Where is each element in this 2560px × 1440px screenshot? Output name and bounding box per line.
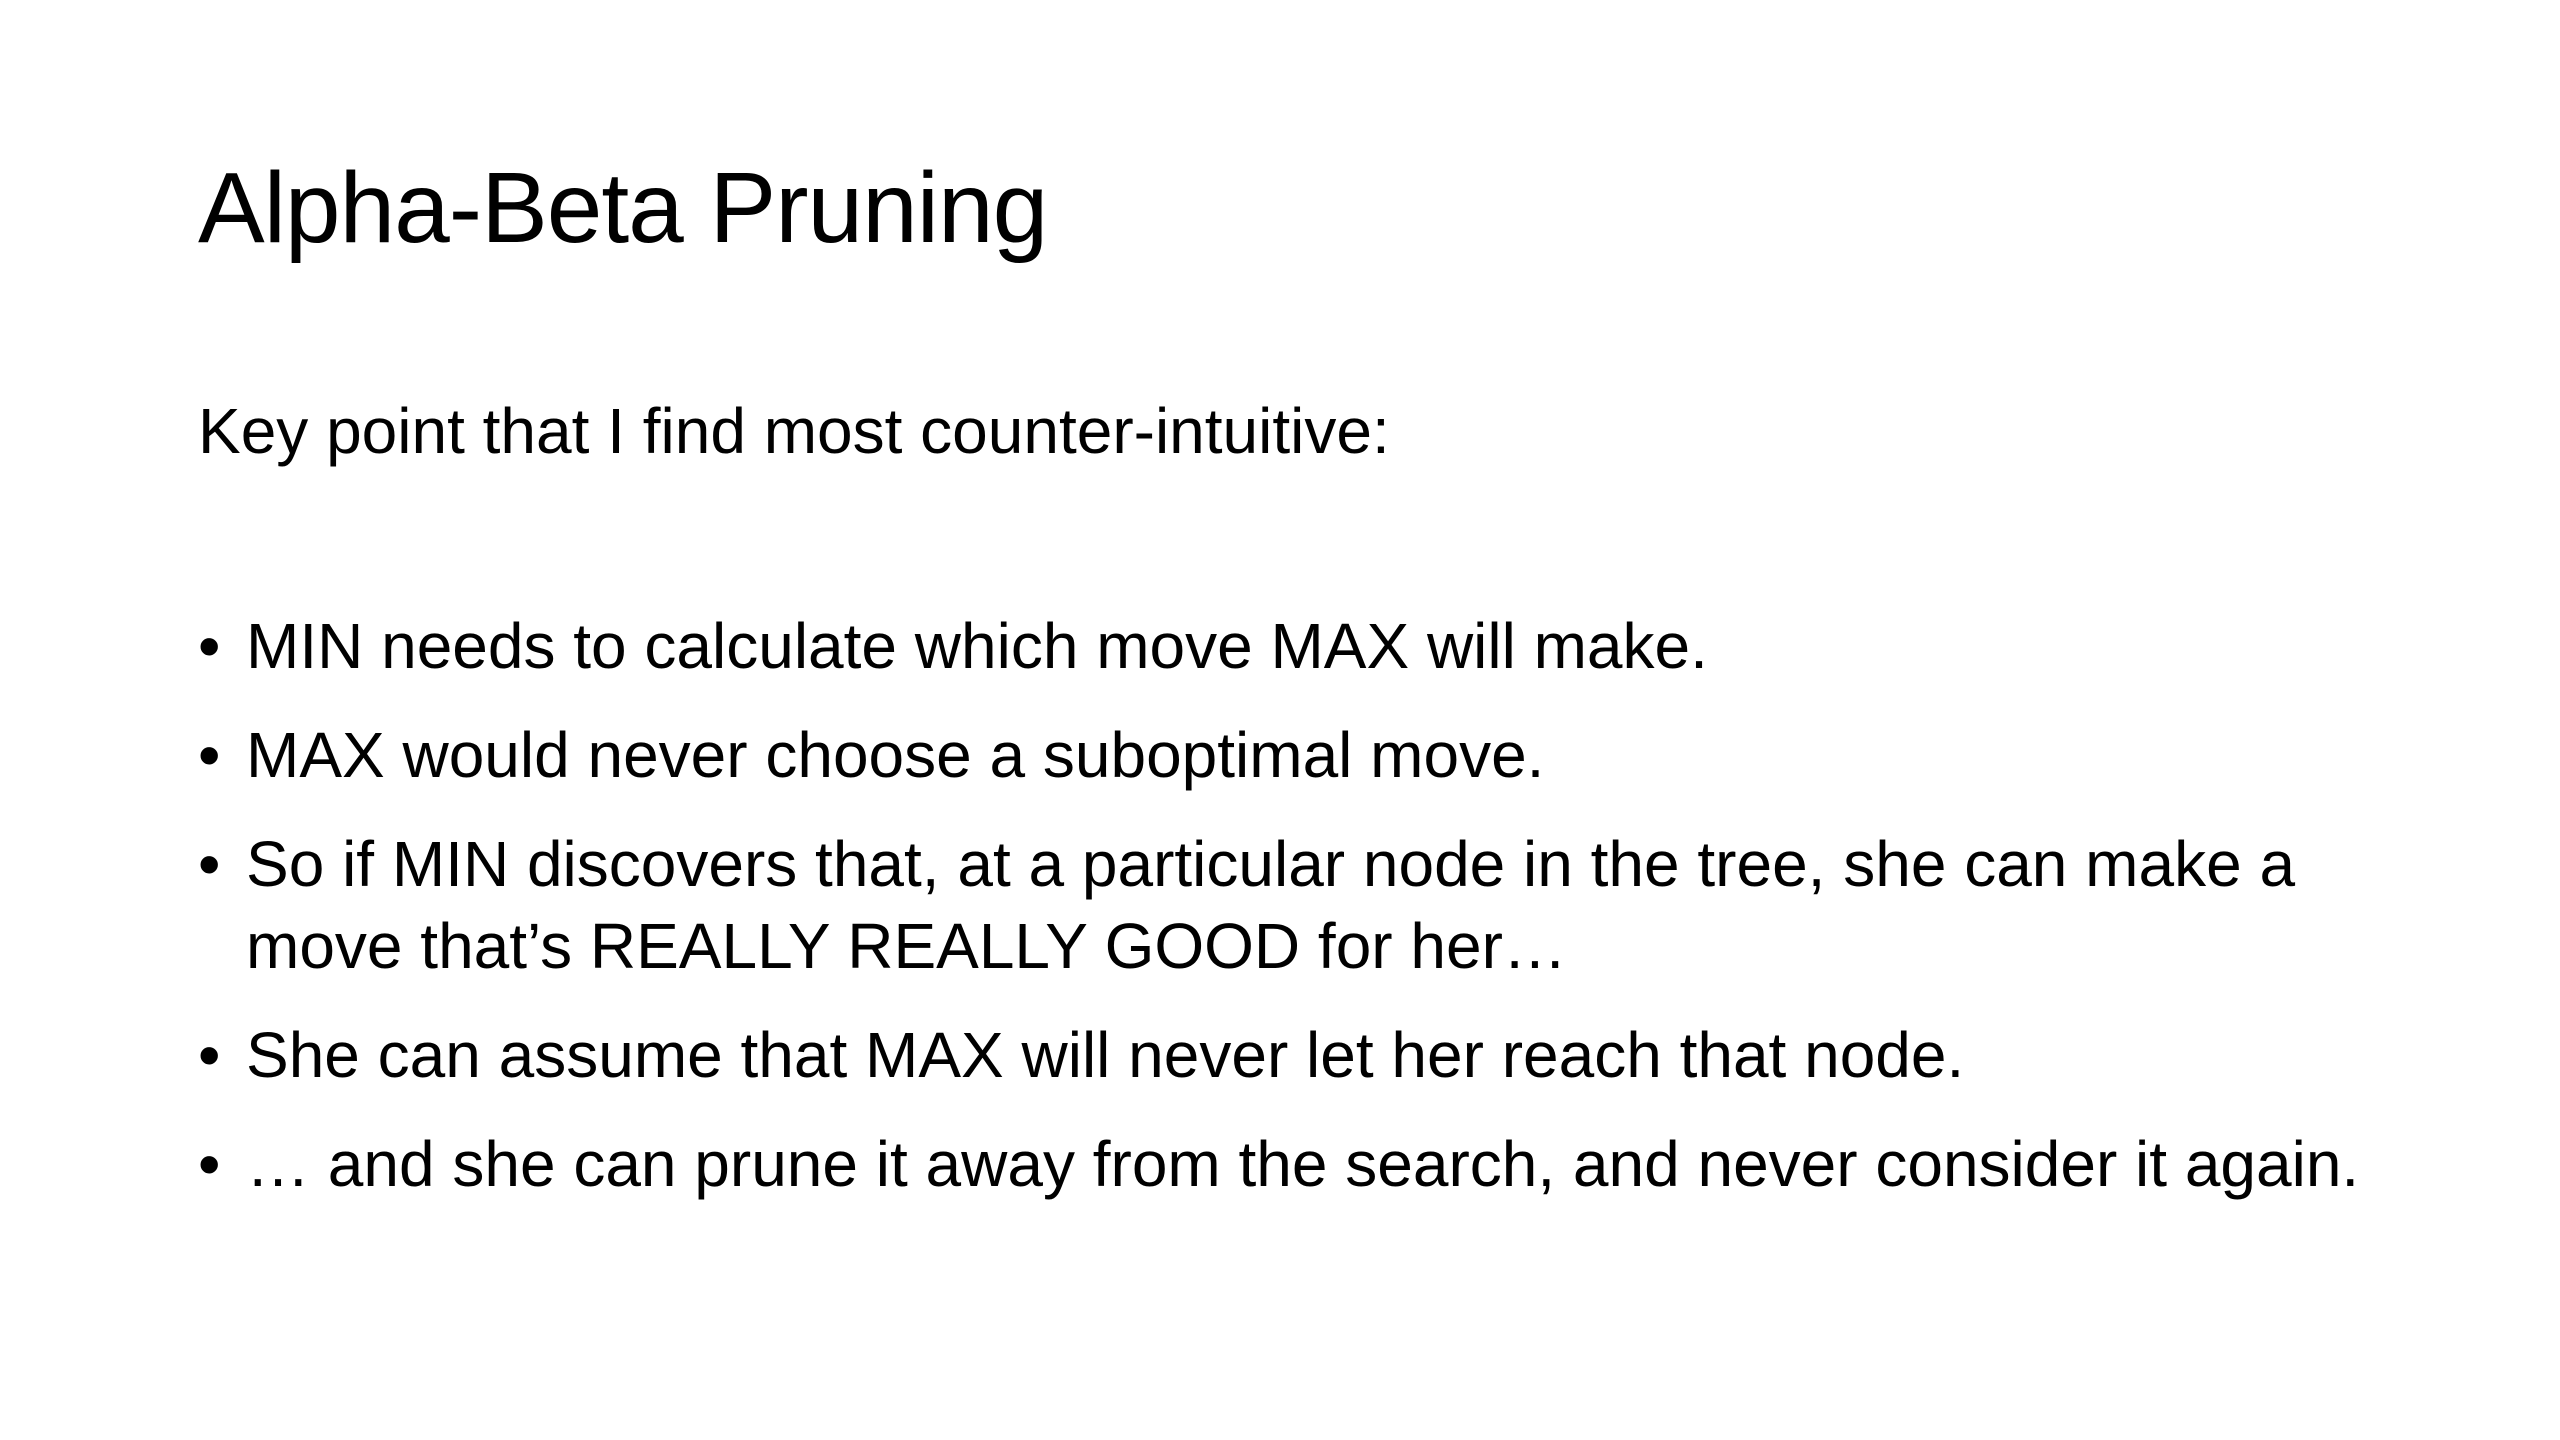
bullet-text: So if MIN discovers that, at a particular node in the tree, she can make a move that’s REALLY REALLY GOOD for her… [246, 828, 2296, 982]
bullet-item [198, 823, 2398, 987]
bullet-dot-icon: • [198, 610, 221, 682]
bullet-text: MAX would never choose a suboptimal move. [246, 719, 1545, 791]
bullet-item [198, 1014, 2398, 1096]
bullet-text: She can assume that MAX will never let her reach that node. [246, 1019, 1965, 1091]
bullet-dot-icon: • [198, 1019, 221, 1091]
intro-text: Key point that I find most counter-intuitive: [198, 395, 1390, 467]
bullet-dot-icon: • [198, 1128, 221, 1200]
bullet-dot-icon: • [198, 828, 221, 900]
bullet-item [198, 714, 2398, 796]
bullet-text: MIN needs to calculate which move MAX will make. [246, 610, 1708, 682]
slide-title: Alpha-Beta Pruning [198, 152, 1048, 264]
bullet-list [198, 605, 2398, 1232]
bullet-item [198, 605, 2398, 687]
bullet-text: … and she can prune it away from the search, and never consider it again. [246, 1128, 2360, 1200]
bullet-dot-icon: • [198, 719, 221, 791]
bullet-item [198, 1123, 2398, 1205]
